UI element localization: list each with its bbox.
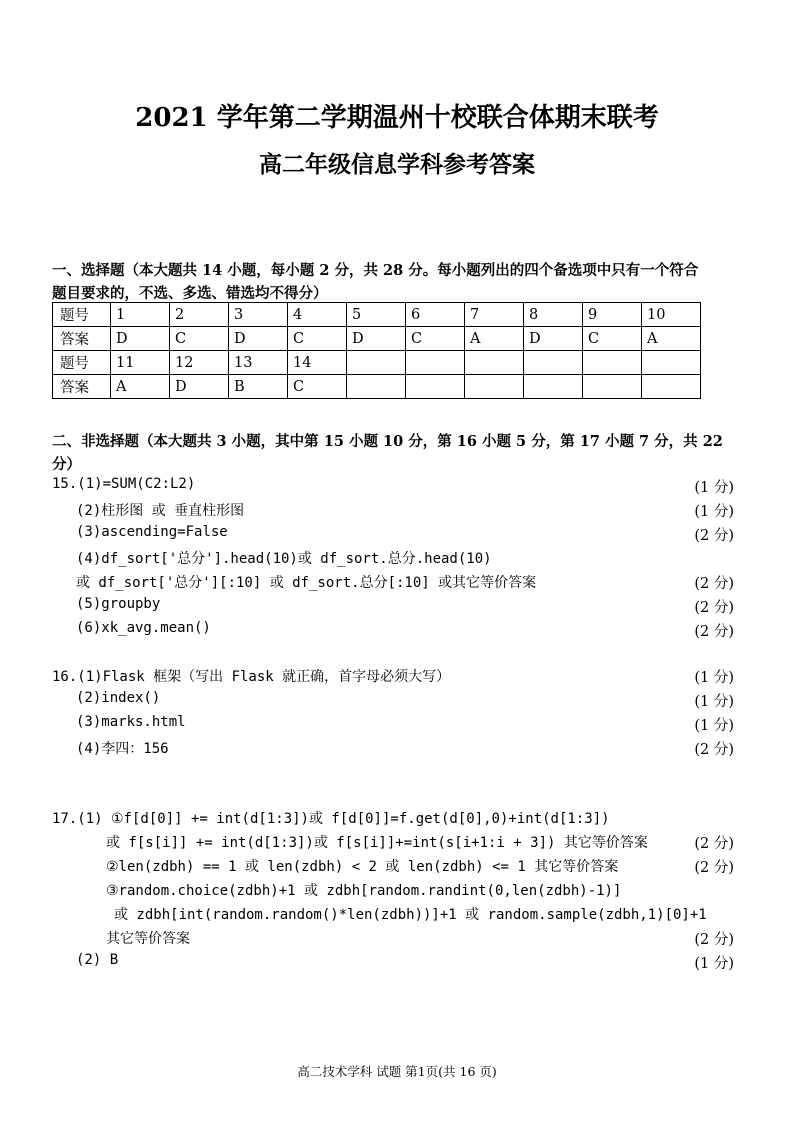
q17-line5: 或 zdbh[int(random.random()*len(zdbh))]+1 或 random.sample(zdbh,1)[0]+1 [114,907,707,923]
table-cell [524,375,583,399]
section1-heading-line1: 一、选择题（本大题共 14 小题，每小题 2 分，共 28 分。每小题列出的四个备选项中只有一个符合 [52,262,699,279]
table-cell: D [524,327,583,351]
q15-line4: (4)df_sort['总分'].head(10)或 df_sort.总分.head(10) [76,551,492,567]
q15-score3: (2 分) [694,528,734,544]
q15-line2: (2)柱形图 或 垂直柱形图 [76,503,245,519]
q17-score3: (2 分) [694,860,734,876]
q16-line4: (4)李四：156 [76,741,169,757]
section2-heading-line2: 分） [52,456,81,473]
q17-score2: (2 分) [694,836,734,852]
table-cell: 13 [229,351,288,375]
q17-line2: 或 f[s[i]] += int(d[1:3])或 f[s[i]]+=int(s[i+1:i + 3]) 其它等价答案 [106,835,648,851]
table-cell: 11 [111,351,170,375]
table-cell: D [111,327,170,351]
q15-line6: (5)groupby [76,596,161,612]
q15-score6: (2 分) [694,600,734,616]
table-cell [347,351,406,375]
table-cell [347,375,406,399]
table-row [53,375,701,399]
q17-line3: ②len(zdbh) == 1 或 len(zdbh) < 2 或 len(zdbh) <= 1 其它等价答案 [106,859,619,875]
q17-line7: (2) B [76,952,119,968]
q15-score2: (1 分) [694,504,734,520]
document-subtitle: 高二年级信息学科参考答案 [259,151,535,178]
table-cell [465,351,524,375]
table-cell: C [583,327,642,351]
q16-line3: (3)marks.html [76,714,186,730]
table-cell: 6 [406,303,465,327]
table-cell [583,375,642,399]
table-row-header-cell: 题号 [53,303,111,327]
q15-score1: (1 分) [694,480,734,496]
q16-score1: (1 分) [694,670,734,686]
table-row-header-cell: 题号 [53,351,111,375]
table-cell [406,375,465,399]
table-cell: B [229,375,288,399]
table-row-header-cell: 答案 [53,375,111,399]
table-cell: 3 [229,303,288,327]
table-cell: C [170,327,229,351]
table-cell [642,351,701,375]
page-footer: 高二技术学科 试题 第1页(共 16 页) [297,1064,497,1079]
q16-line1: 16.(1)Flask 框架（写出 Flask 就正确，首字母必须大写） [52,669,451,685]
q17-score7: (1 分) [694,956,734,972]
table-row [53,303,701,327]
table-cell: 9 [583,303,642,327]
table-cell [583,351,642,375]
table-cell: 14 [288,351,347,375]
table-row [53,351,701,375]
table-cell [524,351,583,375]
q16-score4: (2 分) [694,742,734,758]
table-cell: D [229,327,288,351]
section2-heading-line1: 二、非选择题（本大题共 3 小题，其中第 15 小题 10 分，第 16 小题 5 分，第 17 小题 7 分，共 22 [52,433,723,450]
section1-heading-line2: 题目要求的，不选、多选、错选均不得分） [52,285,328,302]
table-cell: C [406,327,465,351]
q17-line6: 其它等价答案 [106,931,190,947]
table-row [53,327,701,351]
table-cell: C [288,375,347,399]
q15-score5: (2 分) [694,576,734,592]
table-cell [465,375,524,399]
document-title: 2021 学年第二学期温州十校联合体期末联考 [135,103,659,133]
table-cell: 10 [642,303,701,327]
table-row-header-cell: 答案 [53,327,111,351]
table-cell: 8 [524,303,583,327]
q15-score7: (2 分) [694,624,734,640]
table-cell: 1 [111,303,170,327]
table-cell: 2 [170,303,229,327]
q16-score3: (1 分) [694,718,734,734]
q15-line5: 或 df_sort['总分'][:10] 或 df_sort.总分[:10] 或其它等价答案 [76,575,537,591]
answer-table [52,302,701,399]
table-cell: 4 [288,303,347,327]
table-cell [642,375,701,399]
q15-line7: (6)xk_avg.mean() [76,620,211,636]
table-cell: A [642,327,701,351]
table-cell: 7 [465,303,524,327]
table-cell: 12 [170,351,229,375]
table-cell: 5 [347,303,406,327]
table-cell: A [111,375,170,399]
table-cell: C [288,327,347,351]
q17-line1: 17.(1) ①f[d[0]] += int(d[1:3])或 f[d[0]]=f.get(d[0],0)+int(d[1:3]) [52,811,610,827]
table-cell: A [465,327,524,351]
table-cell: D [170,375,229,399]
q17-line4: ③random.choice(zdbh)+1 或 zdbh[random.randint(0,len(zdbh)-1)] [106,883,622,899]
table-cell: D [347,327,406,351]
q16-line2: (2)index() [76,690,161,706]
table-cell [406,351,465,375]
q16-score2: (1 分) [694,694,734,710]
q15-line3: (3)ascending=False [76,524,228,540]
q17-score6: (2 分) [694,932,734,948]
q15-line1: 15.(1)=SUM(C2:L2) [52,476,196,492]
